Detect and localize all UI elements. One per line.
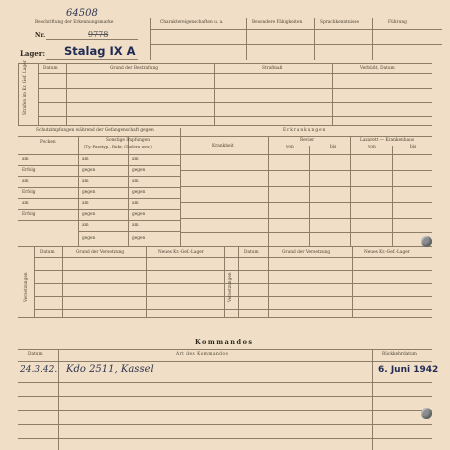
impf-row-right2: am: [132, 179, 139, 184]
erk-col-lazarett-von: von: [368, 145, 376, 150]
punch-hole-icon: [421, 408, 432, 419]
col-charakter-label: Charaktereigenschaften u. a.: [160, 20, 224, 25]
impf-header: Schutzimpfungen während der Gefangenschaft gegen: [36, 128, 154, 133]
impf-row-right2: gegen: [132, 190, 146, 195]
strafen-col-datum: Datum: [43, 66, 58, 71]
erk-col-lazarett-bis: bis: [410, 145, 417, 150]
erk-col-revier: Revier: [300, 138, 315, 143]
nr-struck-value: 9778: [88, 30, 109, 39]
impf-row-right: gegen: [82, 236, 96, 241]
impf-row-left: Erfolg: [22, 190, 36, 195]
impf-row-left: am: [22, 201, 29, 206]
impf-row-right: am: [82, 157, 89, 162]
col-sprachen-label: Sprachkenntnisse: [320, 20, 359, 25]
vers-col-datum: Datum: [40, 250, 55, 255]
strafen-col-strafmass: Strafmaß: [262, 66, 283, 71]
lager-value: Stalag IX A: [64, 44, 136, 58]
vers-col-neues-2: Neues Kr.-Gef.-Lager: [364, 250, 410, 255]
kommandos-col-art: Art des Kommandos: [176, 352, 229, 357]
impf-row-right: gegen: [82, 212, 96, 217]
kommando-entry-art: Kdo 2511, Kassel: [66, 364, 154, 375]
strafen-col-verbuesst: Verbüßt, Datum: [360, 66, 395, 71]
impf-col-sonstige-sub: (Ty.-Paratyp., Ruhr, Cholera usw.): [84, 144, 152, 149]
vers-col-grund-2: Grund der Versetzung: [282, 250, 331, 255]
nr-label: Nr.: [35, 32, 46, 39]
erk-col-revier-von: von: [286, 145, 294, 150]
erk-col-revier-bis: bis: [330, 145, 337, 150]
impf-row-right: am: [82, 223, 89, 228]
impf-row-right2: gegen: [132, 236, 146, 241]
erkrankungen-header: Erkrankungen: [283, 128, 327, 133]
impf-row-left: am: [22, 157, 29, 162]
impf-row-right: am: [82, 201, 89, 206]
strafen-col-grund: Grund der Bestrafung: [110, 66, 158, 71]
kommandos-title: Kommandos: [195, 338, 254, 346]
strafen-side-label: Strafen im Kr. Gef. Lager: [23, 60, 28, 115]
kommandos-col-rueck: Rückkehrdatum: [382, 352, 417, 357]
vers-col-datum-2: Datum: [244, 250, 259, 255]
impf-row-right: gegen: [82, 190, 96, 195]
impf-row-right2: gegen: [132, 212, 146, 217]
nr-handwritten-top: 64508: [66, 8, 98, 19]
impf-row-left: Erfolg: [22, 168, 36, 173]
col-beschriftung-label: Beschriftung der Erkennungsmarke: [35, 20, 114, 25]
kommando-entry-rueck: 6. Juni 1942: [378, 365, 439, 375]
impf-col-pocken: Pocken: [40, 140, 56, 145]
col-fuehrung-label: Führung: [388, 20, 407, 25]
punch-hole-icon: [421, 236, 432, 247]
erk-col-lazarett: Lazarett — Krankenhaus: [360, 138, 415, 143]
impf-col-sonstige: Sonstige Impfungen: [106, 138, 150, 143]
impf-row-right2: am: [132, 157, 139, 162]
kommandos-col-datum: Datum: [28, 352, 43, 357]
erk-col-krankheit: Krankheit: [212, 144, 234, 149]
impf-row-right2: am: [132, 223, 139, 228]
versetzungen-side-label-left: Versetzungen: [24, 272, 29, 302]
impf-row-right: gegen: [82, 168, 96, 173]
kommando-entry-date: 24.3.42.: [20, 365, 58, 375]
impf-row-left: am: [22, 179, 29, 184]
col-faehigkeiten-label: Besondere Fähigkeiten: [252, 20, 303, 25]
impf-row-right: am: [82, 179, 89, 184]
vers-col-grund: Grund der Versetzung: [76, 250, 125, 255]
impf-row-right2: gegen: [132, 168, 146, 173]
impf-row-right2: am: [132, 201, 139, 206]
vers-col-neues: Neues Kr.-Gef.-Lager: [158, 250, 204, 255]
impf-row-left: Erfolg: [22, 212, 36, 217]
versetzungen-side-label-right: Versetzungen: [228, 272, 233, 302]
lager-label: Lager:: [20, 49, 46, 58]
